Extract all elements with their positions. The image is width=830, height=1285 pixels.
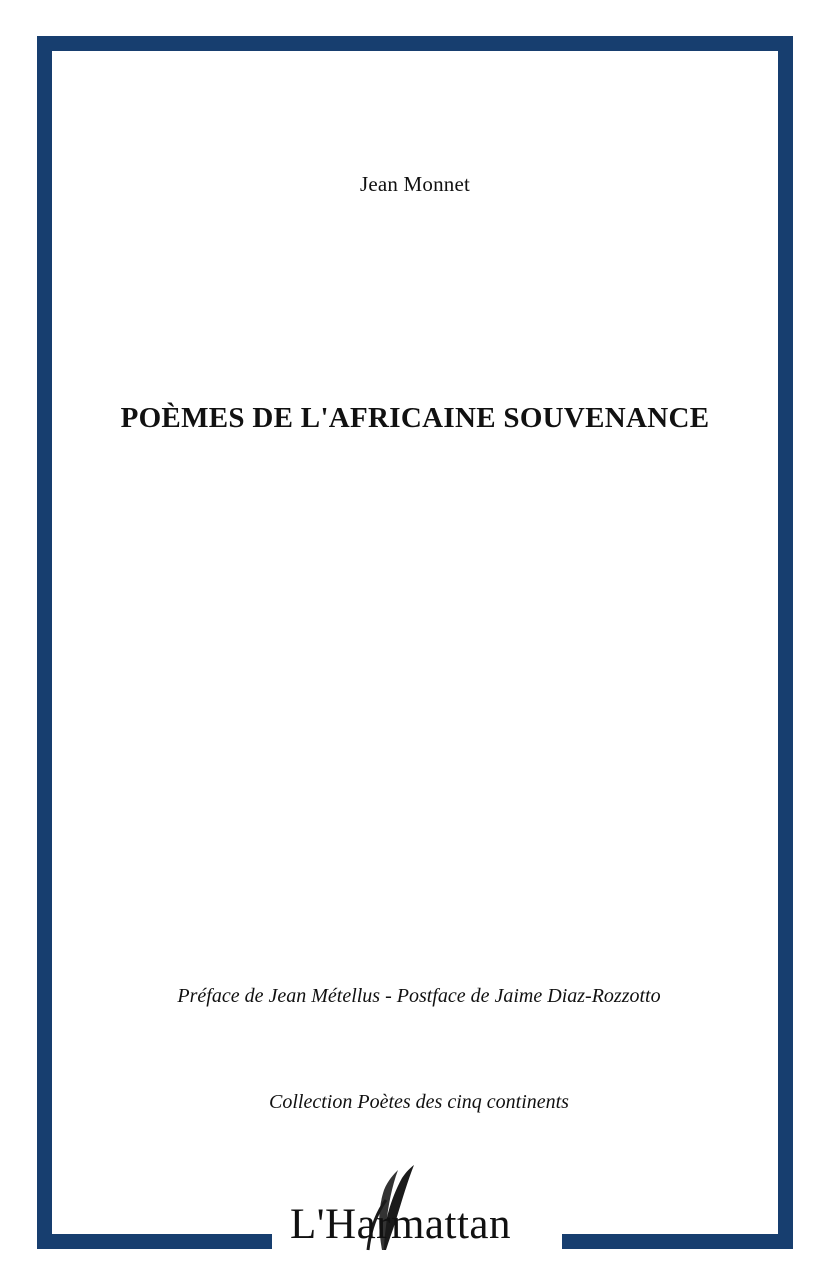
book-title: POÈMES DE L'AFRICAINE SOUVENANCE xyxy=(120,402,710,434)
preface-postface-line: Préface de Jean Métellus - Postface de Jaime Diaz-Rozzotto xyxy=(177,985,661,1007)
publisher-logo xyxy=(272,1160,562,1260)
collection-line: Collection Poètes des cinq continents xyxy=(269,1091,569,1113)
publisher-logo-text: L'Harmattan xyxy=(290,1201,511,1248)
author-name: Jean Monnet xyxy=(359,172,471,196)
cover-border-frame xyxy=(37,36,793,1249)
